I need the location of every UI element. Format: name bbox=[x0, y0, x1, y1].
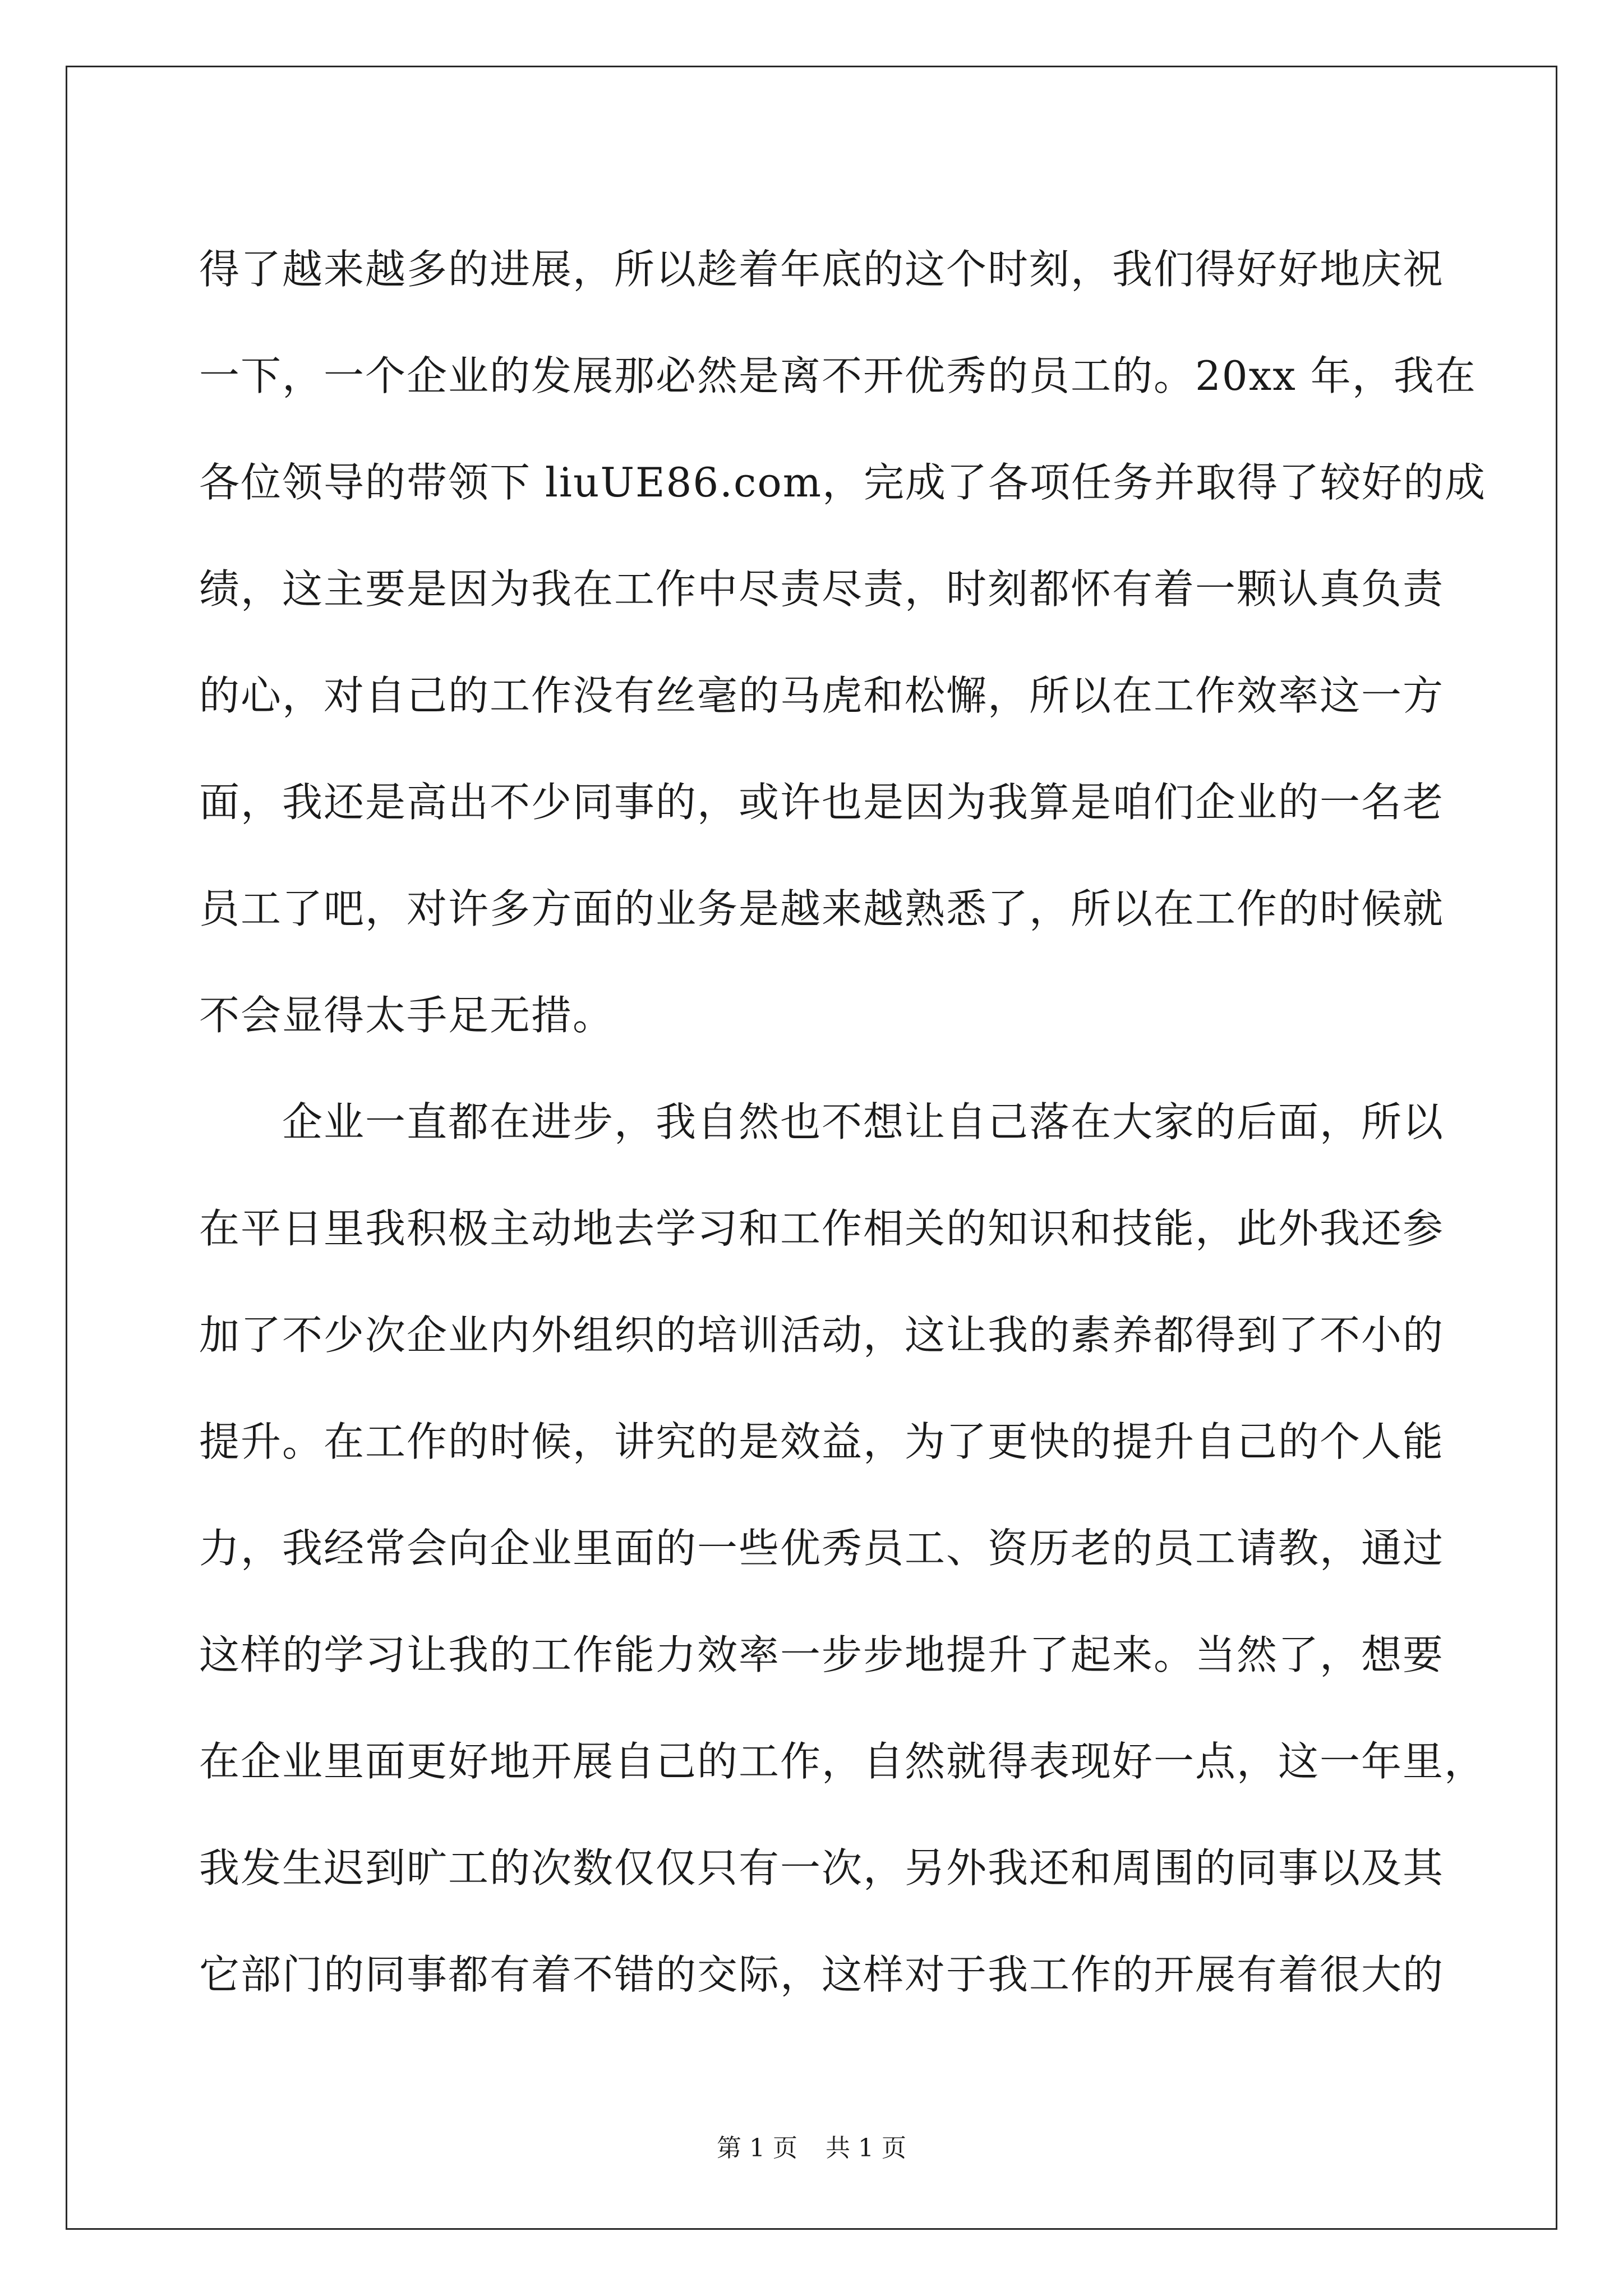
paragraph-1 bbox=[199, 216, 1487, 1069]
text-line: 的心，对自己的工作没有丝毫的马虎和松懈，所以在工作效率这一方 bbox=[199, 672, 1445, 719]
text-line: 提升。在工作的时候，讲究的是效益，为了更快的提升自己的个人能 bbox=[199, 1418, 1445, 1465]
text-line: 绩，这主要是因为我在工作中尽责尽责，时刻都怀有着一颗认真负责 bbox=[199, 565, 1445, 613]
page-number: 第 1 页 bbox=[717, 2134, 797, 2162]
text-line: 得了越来越多的进展，所以趁着年底的这个时刻，我们得好好地庆祝 bbox=[199, 246, 1445, 293]
paragraph-2 bbox=[199, 1069, 1486, 2028]
text-line: 我发生迟到旷工的次数仅仅只有一次，另外我还和周围的同事以及其 bbox=[199, 1844, 1445, 1892]
page-footer bbox=[0, 2132, 1623, 2165]
text-line: 在企业里面更好地开展自己的工作，自然就得表现好一点，这一年里， bbox=[199, 1738, 1486, 1785]
text-line: 各位领导的带领下 liuUE86.com，完成了各项任务并取得了较好的成 bbox=[199, 459, 1487, 506]
text-line: 加了不少次企业内外组织的培训活动，这让我的素养都得到了不小的 bbox=[199, 1312, 1445, 1359]
text-line: 在平日里我积极主动地去学习和工作相关的知识和技能，此外我还参 bbox=[199, 1205, 1445, 1252]
text-line: 一下，一个企业的发展那必然是离不开优秀的员工的。20xx 年，我在 bbox=[199, 352, 1477, 399]
text-line: 它部门的同事都有着不错的交际，这样对于我工作的开展有着很大的 bbox=[199, 1951, 1445, 1998]
text-line: 不会显得太手足无措。 bbox=[199, 992, 615, 1039]
document-body bbox=[199, 216, 1487, 2028]
text-line: 面，我还是高出不少同事的，或许也是因为我算是咱们企业的一名老 bbox=[199, 779, 1445, 826]
page-total: 共 1 页 bbox=[826, 2134, 906, 2162]
text-line: 员工了吧，对许多方面的业务是越来越熟悉了，所以在工作的时候就 bbox=[199, 885, 1445, 932]
text-line: 这样的学习让我的工作能力效率一步步地提升了起来。当然了，想要 bbox=[199, 1631, 1445, 1678]
text-line: 力，我经常会向企业里面的一些优秀员工、资历老的员工请教，通过 bbox=[199, 1525, 1445, 1572]
text-line: 企业一直都在进步，我自然也不想让自己落在大家的后面，所以 bbox=[282, 1098, 1445, 1145]
